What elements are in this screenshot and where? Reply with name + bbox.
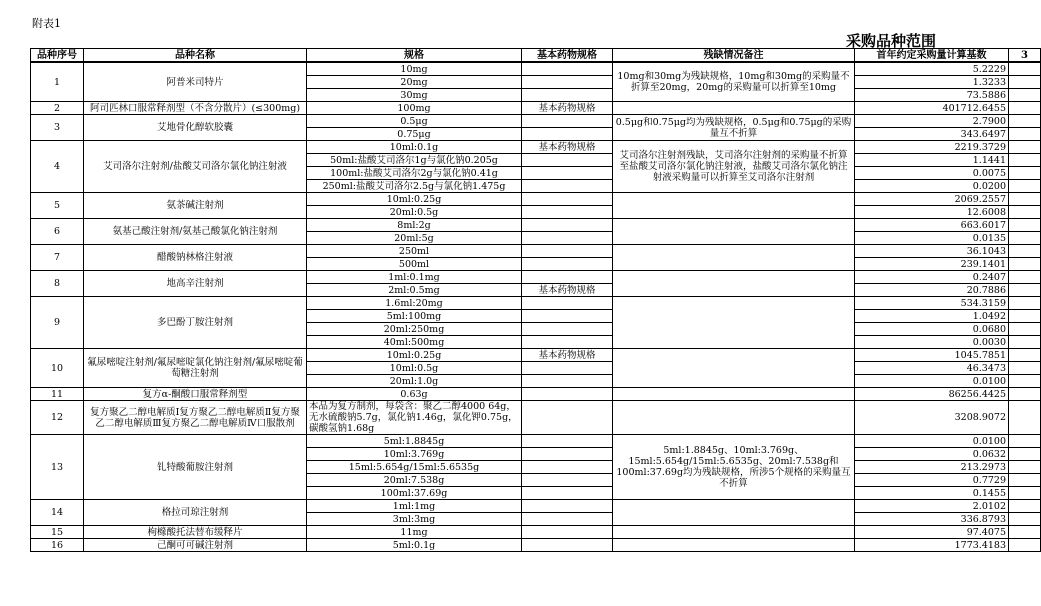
product-no: 9: [31, 297, 84, 349]
spec-cell: 1ml:0.1mg: [307, 271, 522, 284]
base-cell: [522, 180, 613, 193]
extra-cell: [1009, 336, 1041, 349]
spec-cell: 0.75μg: [307, 128, 522, 141]
base-cell: [522, 258, 613, 271]
base-cell: [522, 401, 613, 435]
extra-cell: [1009, 401, 1041, 435]
base-cell: [522, 154, 613, 167]
spec-cell: 1ml:1mg: [307, 500, 522, 513]
product-name: 钆特酸葡胺注射剂: [84, 435, 307, 500]
qty-cell: 0.0030: [855, 336, 1009, 349]
extra-cell: [1009, 206, 1041, 219]
base-cell: [522, 375, 613, 388]
extra-cell: [1009, 539, 1041, 552]
extra-cell: [1009, 193, 1041, 206]
remark-cell: [613, 245, 855, 271]
product-no: 16: [31, 539, 84, 552]
base-cell: [522, 115, 613, 128]
spec-cell: 10mg: [307, 62, 522, 76]
qty-cell: 2219.3729: [855, 141, 1009, 154]
extra-cell: [1009, 167, 1041, 180]
qty-cell: 0.7729: [855, 474, 1009, 487]
qty-cell: 12.6008: [855, 206, 1009, 219]
header-extra: 3: [1009, 49, 1041, 63]
remark-cell: [613, 349, 855, 388]
qty-cell: 0.0632: [855, 448, 1009, 461]
spec-cell: 5ml:0.1g: [307, 539, 522, 552]
spec-cell: 10ml:0.1g: [307, 141, 522, 154]
product-no: 6: [31, 219, 84, 245]
product-no: 5: [31, 193, 84, 219]
extra-cell: [1009, 349, 1041, 362]
header-spec: 规格: [307, 49, 522, 63]
spec-cell: 10ml:0.25g: [307, 193, 522, 206]
base-cell: [522, 62, 613, 76]
product-no: 11: [31, 388, 84, 401]
qty-cell: 0.0680: [855, 323, 1009, 336]
base-cell: 基本药物规格: [522, 102, 613, 115]
table-row: [31, 102, 1041, 115]
remark-cell: 艾司洛尔注射剂残缺，艾司洛尔注射剂的采购量不折算至盐酸艾司洛尔氯化钠注射液，盐酸艾司洛尔氯化钠注射液采购量可以折算至艾司洛尔注射剂: [613, 141, 855, 193]
extra-cell: [1009, 62, 1041, 76]
base-cell: [522, 245, 613, 258]
table-row: [31, 401, 1041, 435]
remark-cell: 0.5μg和0.75μg均为残缺规格，0.5μg和0.75μg的采购量互不折算: [613, 115, 855, 141]
extra-cell: [1009, 232, 1041, 245]
remark-cell: [613, 526, 855, 539]
qty-cell: 2069.2557: [855, 193, 1009, 206]
spec-cell: 20mg: [307, 76, 522, 89]
spec-cell: 11mg: [307, 526, 522, 539]
table-row: [31, 297, 1041, 310]
header-no: 品种序号: [31, 49, 84, 63]
extra-cell: [1009, 89, 1041, 102]
remark-cell: [613, 388, 855, 401]
qty-cell: 0.0200: [855, 180, 1009, 193]
base-cell: [522, 487, 613, 500]
spec-cell: 2ml:0.5mg: [307, 284, 522, 297]
spec-cell: 50ml:盐酸艾司洛尔1g与氯化钠0.205g: [307, 154, 522, 167]
extra-cell: [1009, 284, 1041, 297]
extra-cell: [1009, 513, 1041, 526]
spec-cell: 100ml:盐酸艾司洛尔2g与氯化钠0.41g: [307, 167, 522, 180]
spec-cell: 10ml:0.25g: [307, 349, 522, 362]
product-name: 艾地骨化醇软胶囊: [84, 115, 307, 141]
table-row: [31, 349, 1041, 362]
remark-cell: 5ml:1.8845g、10ml:3.769g、15ml:5.654g/15ml:5.6535g、20ml:7.538g和100ml:37.69g均为残缺规格，所涉5个规格的采购量互不折算: [613, 435, 855, 500]
base-cell: [522, 128, 613, 141]
product-name: 阿司匹林口服常释剂型（不含分散片）(≤300mg): [84, 102, 307, 115]
extra-cell: [1009, 271, 1041, 284]
qty-cell: 0.0075: [855, 167, 1009, 180]
extra-cell: [1009, 500, 1041, 513]
qty-cell: 1.3233: [855, 76, 1009, 89]
sheet-title: 采购品种范围: [846, 32, 937, 50]
extra-cell: [1009, 258, 1041, 271]
qty-cell: 97.4075: [855, 526, 1009, 539]
spec-cell: 5ml:100mg: [307, 310, 522, 323]
extra-cell: [1009, 474, 1041, 487]
extra-cell: [1009, 487, 1041, 500]
qty-cell: 86256.4425: [855, 388, 1009, 401]
product-no: 2: [31, 102, 84, 115]
extra-cell: [1009, 461, 1041, 474]
header-name: 品种名称: [84, 49, 307, 63]
extra-cell: [1009, 526, 1041, 539]
product-no: 8: [31, 271, 84, 297]
table-row: [31, 141, 1041, 154]
table-row: [31, 388, 1041, 401]
table-body: [31, 62, 1041, 552]
qty-cell: 36.1043: [855, 245, 1009, 258]
extra-cell: [1009, 102, 1041, 115]
remark-cell: [613, 539, 855, 552]
base-cell: [522, 474, 613, 487]
product-no: 15: [31, 526, 84, 539]
spec-cell: 3ml:3mg: [307, 513, 522, 526]
qty-cell: 0.0100: [855, 375, 1009, 388]
sheet-note: 附表1: [32, 17, 61, 30]
extra-cell: [1009, 180, 1041, 193]
qty-cell: 1.0492: [855, 310, 1009, 323]
table-row: [31, 526, 1041, 539]
remark-cell: [613, 297, 855, 349]
qty-cell: 213.2973: [855, 461, 1009, 474]
spec-cell: 20ml:250mg: [307, 323, 522, 336]
extra-cell: [1009, 362, 1041, 375]
remark-cell: 10mg和30mg为残缺规格，10mg和30mg的采购量不折算至20mg，20mg的采购量可以折算至10mg: [613, 62, 855, 102]
extra-cell: [1009, 323, 1041, 336]
extra-cell: [1009, 448, 1041, 461]
base-cell: [522, 193, 613, 206]
spec-cell: 15ml:5.654g/15ml:5.6535g: [307, 461, 522, 474]
base-cell: [522, 362, 613, 375]
base-cell: [522, 310, 613, 323]
product-no: 13: [31, 435, 84, 500]
extra-cell: [1009, 375, 1041, 388]
base-cell: [522, 500, 613, 513]
base-cell: [522, 271, 613, 284]
spec-cell: 10ml:0.5g: [307, 362, 522, 375]
qty-cell: 343.6497: [855, 128, 1009, 141]
spec-cell: 250ml:盐酸艾司洛尔2.5g与氯化钠1.475g: [307, 180, 522, 193]
base-cell: [522, 297, 613, 310]
spec-cell: 8ml:2g: [307, 219, 522, 232]
procurement-table: [30, 48, 1041, 552]
base-cell: [522, 388, 613, 401]
product-name: 氨基己酸注射剂/氨基己酸氯化钠注射剂: [84, 219, 307, 245]
qty-cell: 1045.7851: [855, 349, 1009, 362]
spec-cell: 40ml:500mg: [307, 336, 522, 349]
base-cell: [522, 461, 613, 474]
spec-cell: 20ml:7.538g: [307, 474, 522, 487]
spec-cell: 30mg: [307, 89, 522, 102]
qty-cell: 73.5886: [855, 89, 1009, 102]
extra-cell: [1009, 154, 1041, 167]
product-name: 地高辛注射剂: [84, 271, 307, 297]
table-row: [31, 219, 1041, 232]
product-name: 氨茶碱注射剂: [84, 193, 307, 219]
qty-cell: 2.7900: [855, 115, 1009, 128]
extra-cell: [1009, 219, 1041, 232]
extra-cell: [1009, 435, 1041, 448]
product-name: 己酮可可碱注射剂: [84, 539, 307, 552]
qty-cell: 663.6017: [855, 219, 1009, 232]
qty-cell: 2.0102: [855, 500, 1009, 513]
product-name: 艾司洛尔注射剂/盐酸艾司洛尔氯化钠注射液: [84, 141, 307, 193]
spec-cell: 20ml:5g: [307, 232, 522, 245]
product-name: 氟尿嘧啶注射剂/氟尿嘧啶氯化钠注射剂/氟尿嘧啶葡萄糖注射剂: [84, 349, 307, 388]
header-qty: 首年约定采购量计算基数: [855, 49, 1009, 63]
product-no: 14: [31, 500, 84, 526]
remark-cell: [613, 102, 855, 115]
qty-cell: 1773.4183: [855, 539, 1009, 552]
product-no: 4: [31, 141, 84, 193]
spec-cell: 20ml:0.5g: [307, 206, 522, 219]
extra-cell: [1009, 310, 1041, 323]
qty-cell: 20.7886: [855, 284, 1009, 297]
base-cell: [522, 89, 613, 102]
header-base: 基本药物规格: [522, 49, 613, 63]
base-cell: [522, 539, 613, 552]
spec-cell: 100ml:37.69g: [307, 487, 522, 500]
base-cell: 基本药物规格: [522, 349, 613, 362]
base-cell: [522, 167, 613, 180]
spec-cell: 100mg: [307, 102, 522, 115]
table-row: [31, 271, 1041, 284]
spec-cell: 0.63g: [307, 388, 522, 401]
product-name: 醋酸钠林格注射液: [84, 245, 307, 271]
table-row: [31, 539, 1041, 552]
spec-cell: 250ml: [307, 245, 522, 258]
base-cell: [522, 336, 613, 349]
base-cell: [522, 232, 613, 245]
product-no: 10: [31, 349, 84, 388]
extra-cell: [1009, 388, 1041, 401]
base-cell: 基本药物规格: [522, 141, 613, 154]
spec-cell: 5ml:1.8845g: [307, 435, 522, 448]
table-row: [31, 115, 1041, 128]
extra-cell: [1009, 128, 1041, 141]
base-cell: [522, 448, 613, 461]
spec-cell: 10ml:3.769g: [307, 448, 522, 461]
product-no: 7: [31, 245, 84, 271]
qty-cell: 401712.6455: [855, 102, 1009, 115]
header-remark: 残缺情况备注: [613, 49, 855, 63]
base-cell: [522, 435, 613, 448]
spec-cell: 500ml: [307, 258, 522, 271]
remark-cell: [613, 219, 855, 245]
table-row: [31, 435, 1041, 448]
table-row: [31, 500, 1041, 513]
remark-cell: [613, 193, 855, 219]
product-name: 复方聚乙二醇电解质Ⅰ复方聚乙二醇电解质Ⅱ复方聚乙二醇电解质Ⅲ复方聚乙二醇电解质Ⅳ口服散剂: [84, 401, 307, 435]
base-cell: [522, 206, 613, 219]
qty-cell: 46.3473: [855, 362, 1009, 375]
product-name: 多巴酚丁胺注射剂: [84, 297, 307, 349]
product-no: 12: [31, 401, 84, 435]
product-name: 枸橼酸托法替布缓释片: [84, 526, 307, 539]
base-cell: [522, 323, 613, 336]
qty-cell: 3208.9072: [855, 401, 1009, 435]
qty-cell: 0.1455: [855, 487, 1009, 500]
extra-cell: [1009, 76, 1041, 89]
spec-cell: 0.5μg: [307, 115, 522, 128]
base-cell: 基本药物规格: [522, 284, 613, 297]
base-cell: [522, 219, 613, 232]
spec-cell: 20ml:1.0g: [307, 375, 522, 388]
extra-cell: [1009, 141, 1041, 154]
qty-cell: 239.1401: [855, 258, 1009, 271]
qty-cell: 0.0135: [855, 232, 1009, 245]
table-header-row: [31, 49, 1041, 63]
product-no: 1: [31, 62, 84, 102]
product-no: 3: [31, 115, 84, 141]
extra-cell: [1009, 245, 1041, 258]
base-cell: [522, 526, 613, 539]
qty-cell: 336.8793: [855, 513, 1009, 526]
qty-cell: 1.1441: [855, 154, 1009, 167]
table-row: [31, 245, 1041, 258]
qty-cell: 5.2229: [855, 62, 1009, 76]
remark-cell: [613, 271, 855, 297]
product-name: 格拉司琼注射剂: [84, 500, 307, 526]
table-row: [31, 193, 1041, 206]
qty-cell: 534.3159: [855, 297, 1009, 310]
qty-cell: 0.0100: [855, 435, 1009, 448]
base-cell: [522, 76, 613, 89]
extra-cell: [1009, 115, 1041, 128]
spec-cell: 1.6ml:20mg: [307, 297, 522, 310]
spec-cell: 本品为复方制剂，每袋含：聚乙二醇4000 64g，无水硫酸钠5.7g，氯化钠1.46g，氯化钾0.75g，碳酸氢钠1.68g: [307, 401, 522, 435]
extra-cell: [1009, 297, 1041, 310]
table-row: [31, 62, 1041, 76]
remark-cell: [613, 500, 855, 526]
remark-cell: [613, 401, 855, 435]
product-name: 阿普米司特片: [84, 62, 307, 102]
product-name: 复方α-酮酸口服常释剂型: [84, 388, 307, 401]
base-cell: [522, 513, 613, 526]
qty-cell: 0.2407: [855, 271, 1009, 284]
